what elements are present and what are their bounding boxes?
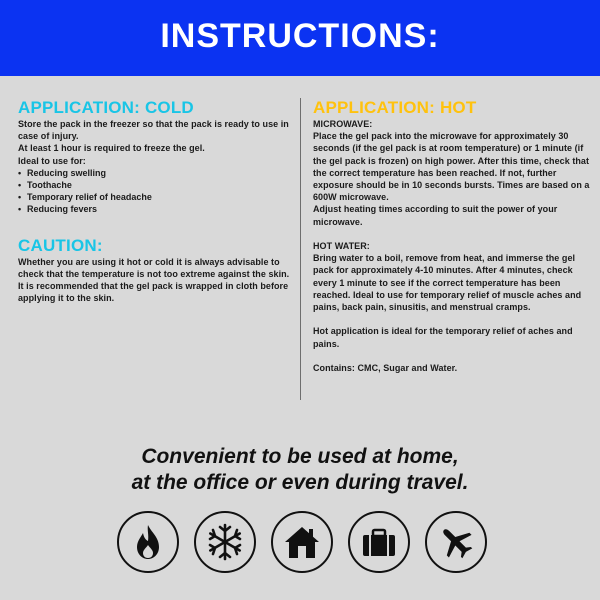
caution-text: Whether you are using it hot or cold it is always advisable to check that the temperature is not too extreme against the skin. It is recommended that the gel pack is wrapped in cloth before applying it to the skin. (18, 256, 290, 304)
list-item: • Reducing fevers (18, 203, 290, 215)
hot-heading: APPLICATION: HOT (313, 98, 477, 117)
microwave-adjust-text: Adjust heating times according to suit the power of your microwave. (313, 204, 558, 227)
house-icon (271, 511, 333, 573)
cold-line-2: At least 1 hour is required to freeze the gel. (18, 143, 205, 154)
tagline-line-2: at the office or even during travel. (131, 471, 469, 494)
contents-text: Contains: CMC, Sugar and Water. (313, 363, 458, 374)
tagline-line-1: Convenient to be used at home, (141, 445, 459, 468)
caution-heading: CAUTION: (18, 235, 103, 255)
left-column (18, 98, 290, 304)
right-column (313, 98, 591, 374)
airplane-icon (425, 511, 487, 573)
microwave-label: MICROWAVE: (313, 119, 373, 129)
list-item: • Reducing swelling (18, 167, 290, 179)
cold-line-3: Ideal to use for: (18, 155, 86, 166)
list-item: • Temporary relief of headache (18, 191, 290, 203)
cold-heading: APPLICATION: COLD (18, 98, 194, 117)
cold-bullet-list (18, 167, 290, 216)
microwave-text: Place the gel pack into the microwave for approximately 30 seconds (if the gel pack is at room temperature) or 1 minute (if the gel pack is frozen) on high power. After this time, check that the correct temperature has been reached. If not, further exposure should be in 10 seconds bursts. Times are based on a 600W microwave. (313, 131, 590, 203)
briefcase-icon (348, 511, 410, 573)
column-divider (300, 98, 301, 400)
flame-icon (117, 511, 179, 573)
cold-line-1: Store the pack in the freezer so that the pack is ready to use in case of injury. (18, 119, 289, 142)
usage-icons-row (117, 511, 487, 577)
header-banner (0, 0, 600, 76)
hot-relief-text: Hot application is ideal for the temporary relief of aches and pains. (313, 326, 573, 349)
tagline (0, 444, 600, 496)
hot-water-text: Bring water to a boil, remove from heat, and immerse the gel pack for approximately 4-10 minutes. After 4 minutes, check every 1 minute to see if the correct temperature has been reached. Ideal to use for temporary relief of muscle aches and pains, back pain, sinusitis, and menstrual cramps. (313, 253, 582, 313)
list-item: • Toothache (18, 179, 290, 191)
snowflake-icon (194, 511, 256, 573)
hot-water-label: HOT WATER: (313, 241, 370, 252)
page-title: INSTRUCTIONS: (160, 17, 440, 55)
